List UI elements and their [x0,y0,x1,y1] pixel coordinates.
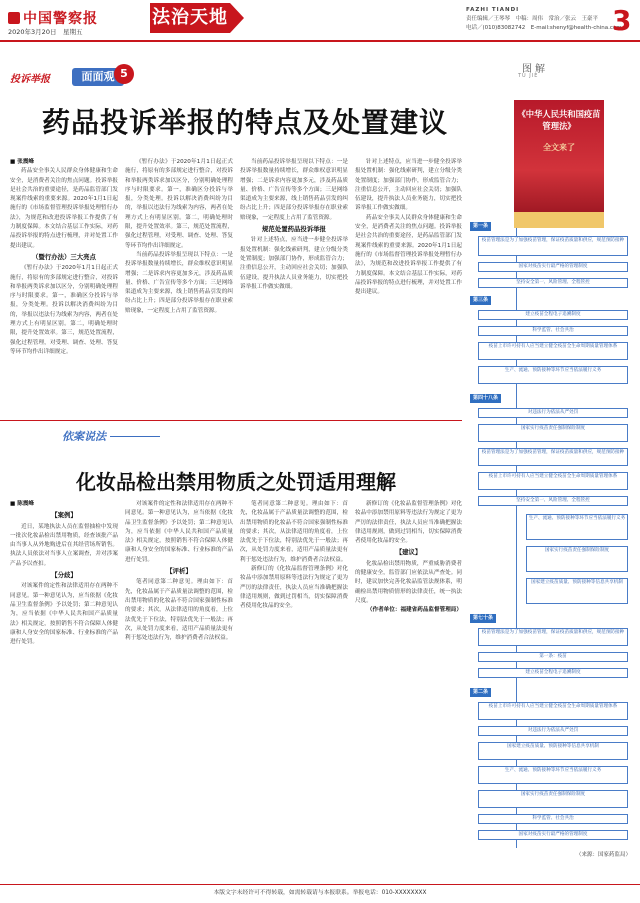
case-kicker: 依案说法 [62,428,160,444]
flow-box: 生产、流通、预防接种等环节应当依法履行义务 [478,766,628,784]
editor-info: FAZHI TIANDI 责任编辑／王琴琴 中稿：周伟 常治／张云 王豪平 电话／(010)83082742 E-mail:shenyf@health-china.com [466,7,622,31]
flow-box: 国家实行疫苗责任强制保险制度 [526,546,628,572]
article1-column: 针对上述特点，应当进一步健全投诉举报处置机制：强化线索研判，建立分级分类处置制度；加强部门协作，形成监管合力；注重信息公开，主动回应社会关切；加强队伍建设，提升执法人员业务能力，切实把投诉举报工作做实做细。 药品安全事关人民群众身体健康和生命安全，是消费者关注的焦点问题。投诉举报是社会共治的重要途径，是药品监管部门发现案件线索的重要来源。2020年1月1日起施行的《市场监督管理投诉举报处理暂行办法》，为规范和改进投诉举报工作提供了有力制度保障。本文结合基层工作实际，对药品投诉举报的特点进行梳理，并对处置工作提出建议。 [355,159,462,296]
flow-box: 国家对疫苗实行最严格的管理制度 [478,830,628,840]
flow-box: 生产、流通、预防接种等环节应当依法履行义务 [478,366,628,384]
article2-column: 对该案件的定性和法律适用存在两种不同意见。第一种意见认为，应当依据《化妆品卫生监督条例》予以处罚；第二种意见认为，应当依据《中华人民共和国产品质量法》相关规定，按照销售不符合保障人体健康和人身安全的国家标准、行业标准的产品进行处罚。 【评析】 笔者同意第二种意见。理由如下：首先，化妆品属于产品质量法调整的范围，检出禁用物质的化妆品不符合国家强制性标准的要求；其次，从法律适用的角度看，上位法优先于下位法，特别法优先于一般法；再次，从处罚力度来看，适用产品质量法更有利于惩处违法行为，维护消费者合法权益。 [125,501,233,642]
flow-caption: （来源：国家药监局） [576,852,632,858]
article2-body [10,500,462,880]
flow-box: 建立疫苗全程电子追溯制度 [478,668,628,678]
flow-box: 建立疫苗全程电子追溯制度 [478,310,628,320]
flow-box: 疫苗上市许可持有人应当建立健全疫苗全生命周期质量管理体系 [478,702,628,720]
flow-box: 生产、流通、预防接种等环节应当依法履行义务 [526,514,628,540]
section-name: 法治天地 [150,3,230,33]
section-logo-en: TU JIE [518,73,539,79]
flow-head: 第七十条 [470,614,496,623]
newspaper-name: 中国警察报 [8,8,98,28]
flow-head: 第三条 [470,296,491,305]
flow-box: 疫苗上市许可持有人应当建立健全疫苗全生命周期质量管理体系 [478,472,628,490]
flow-box: 国家建立疫苗质量、预防接种等信息共享机制 [478,742,628,760]
section-arrow-icon [230,3,244,33]
flow-box: 科学监管、社会共治 [478,326,628,336]
flow-box: 对违法行为依法从严处罚 [478,408,628,418]
flow-box: 坚持安全第一、风险管理、全程管控 [478,278,628,288]
page-number: 3 [612,4,632,37]
flow-box: 国家建立疫苗质量、预防接种等信息共享机制 [526,578,628,604]
flow-head: 第四十八条 [470,394,501,403]
flow-box: 国家对疫苗实行最严格的管理制度 [478,262,628,272]
article1-body [10,158,462,416]
masthead [0,0,640,44]
flow-box: 第一条：疫苗 [478,652,628,662]
cover-band [514,212,604,228]
flow-head: 第二条 [470,688,491,697]
article2-headline: 化妆品检出禁用物质之处罚适用理解 [76,470,396,494]
flow-box: 科学监管、社会共治 [478,814,628,824]
flow-box: 疫苗管理法是为了加强疫苗管理，保证疫苗质量和供应，规范预防接种 [478,628,628,646]
section-logo: 图解 [522,64,548,75]
emblem-icon [8,12,20,24]
masthead-rule [0,40,640,42]
article1-column: 当前药品投诉举报呈现以下特点：一是投诉举报数量持续增长，群众维权意识明显增强；二是诉求内容更加多元，涉及药品质量、价格、广告宣传等多个方面；三是网络渠道成为主要来源，线上销售药品引发的纠纷占比上升；四是部分投诉举报存在职业索赔现象，一定程度上占用了监管资源。 规范处置药品投诉举报 针对上述特点，应当进一步健全投诉举报处置机制：强化线索研判，建立分级分类处置制度；加强部门协作，形成监管合力；注重信息公开，主动回应社会关切；加强队伍建设，提升执法人员业务能力，切实把投诉举报工作做实做细。 [240,159,348,290]
article2-column: 笔者同意第二种意见。理由如下：首先，化妆品属于产品质量法调整的范围，检出禁用物质的化妆品不符合国家强制性标准的要求；其次，从法律适用的角度看，上位法优先于下位法，特别法优先于一般法；再次，从处罚力度来看，适用产品质量法更有利于惩处违法行为，维护消费者合法权益。 新修订的《化妆品监督管理条例》对化妆品中添加禁用原料等违法行为规定了更为严厉的法律责任，执法人员应当准确把握法律适用规则，做到过罚相当，切实保障消费者使用化妆品的安全。 [240,501,348,610]
footer-rule [0,884,640,885]
article1-column: 《暂行办法》于2020年1月1日起正式施行，将原有的多部规定进行整合，对投诉和举报两类诉求加以区分，分别明确处理程序与时限要求。第一，准确区分投诉与举报，分类处理。投诉以解决消费纠纷为目的，举报以违法行为线索为内容，两者在处理方式上有明显区别。第二，明确处理时限，提升处置效率。第三，规范处置流程，强化过程管理，对受理、调查、处理、答复等环节均作出详细规定。 当前药品投诉举报呈现以下特点：一是投诉举报数量持续增长，群众维权意识明显增强；二是诉求内容更加多元，涉及药品质量、价格、广告宣传等多个方面；三是网络渠道成为主要来源，线上销售药品引发的纠纷占比上升；四是部分投诉举报存在职业索赔现象，一定程度上占用了监管资源。 [125,159,233,314]
article1-column: ■ 张震峰 药品安全事关人民群众身体健康和生命安全，是消费者关注的焦点问题。投诉举报是社会共治的重要途径，是药品监管部门发现案件线索的重要来源。2020年1月1日起施行的《市场监督管理投诉举报处理暂行办法》，为规范和改进投诉举报工作提供了有力制度保障。本文结合基层工作实际，对药品投诉举报的特点进行梳理，并对处置工作提出建议。 （暨行办法）三大亮点 《暂行办法》于2020年1月1日起正式施行，将原有的多部规定进行整合，对投诉和举报两类诉求加以区分，分别明确处理程序与时限要求。第一，准确区分投诉与举报，分类处理。投诉以解决消费纠纷为目的，举报以违法行为线索为内容，两者在处理方式上有明显区别。第二，明确处理时限，提升处置效率。第三，规范处置流程，强化过程管理，对受理、调查、处理、答复等环节均作出详细规定。 [10,159,118,355]
footer-note: 本版文字未经许可不得转载，如需转载请与本报联系。举报电话：010-XXXXXXXX [213,890,427,896]
flow-box: 国家实行疫苗责任强制保险制度 [478,424,628,442]
flow-head: 第一条 [470,222,491,231]
flow-box: 疫苗管理法是为了加强疫苗管理，保证疫苗质量和供应，规范预防接种 [478,236,628,256]
kicker-line-icon [110,436,160,437]
article-divider [0,420,462,421]
flow-box: 坚持安全第一、风险管理、全程管控 [478,496,628,506]
article2-column: 新修订的《化妆品监督管理条例》对化妆品中添加禁用原料等违法行为规定了更为严厉的法律责任，执法人员应当准确把握法律适用规则，做到过罚相当，切实保障消费者使用化妆品的安全。 【建议】 化妆品检出禁用物质，严重威胁消费者的健康安全，监管部门应依法从严查处。同时，建议加快完善化妆品监管法规体系，明确检出禁用物质情形的法律责任，统一执法尺度。 （作者单位：福建省药品监督管理局） [355,501,462,614]
flow-box: 疫苗管理法是为了加强疫苗管理，保证疫苗质量和供应，规范预防接种 [478,448,628,466]
issue-date: 2020年3月20日 星期五 [8,28,83,36]
law-cover-image: 《中华人民共和国疫苗管理法》 全文来了 [514,100,604,228]
column-kicker: 投诉举报 面面观 5 [10,68,130,90]
article1-headline: 药品投诉举报的特点及处置建议 [41,106,448,139]
flow-box: 国家实行疫苗责任强制保险制度 [478,790,628,808]
article2-column: ■ 陈震峰 【案例】 近日，某地执法人员在监督抽检中发现一批次化妆品检出禁用物质，经查该批产品由当事人从外地购进后在其经营场所销售。执法人员依法对当事人立案调查，并对涉案产品予以查扣。 【分歧】 对该案件的定性和法律适用存在两种不同意见。第一种意见认为，应当依据《化妆品卫生监督条例》予以处罚；第二种意见认为，应当依据《中华人民共和国产品质量法》相关规定，按照销售不符合保障人体健康和人身安全的国家标准、行业标准的产品进行处罚。 [10,501,118,646]
flow-box: 对违法行为依法从严处罚 [478,726,628,736]
flow-box: 疫苗上市许可持有人应当建立健全疫苗全生命周期质量管理体系 [478,342,628,360]
